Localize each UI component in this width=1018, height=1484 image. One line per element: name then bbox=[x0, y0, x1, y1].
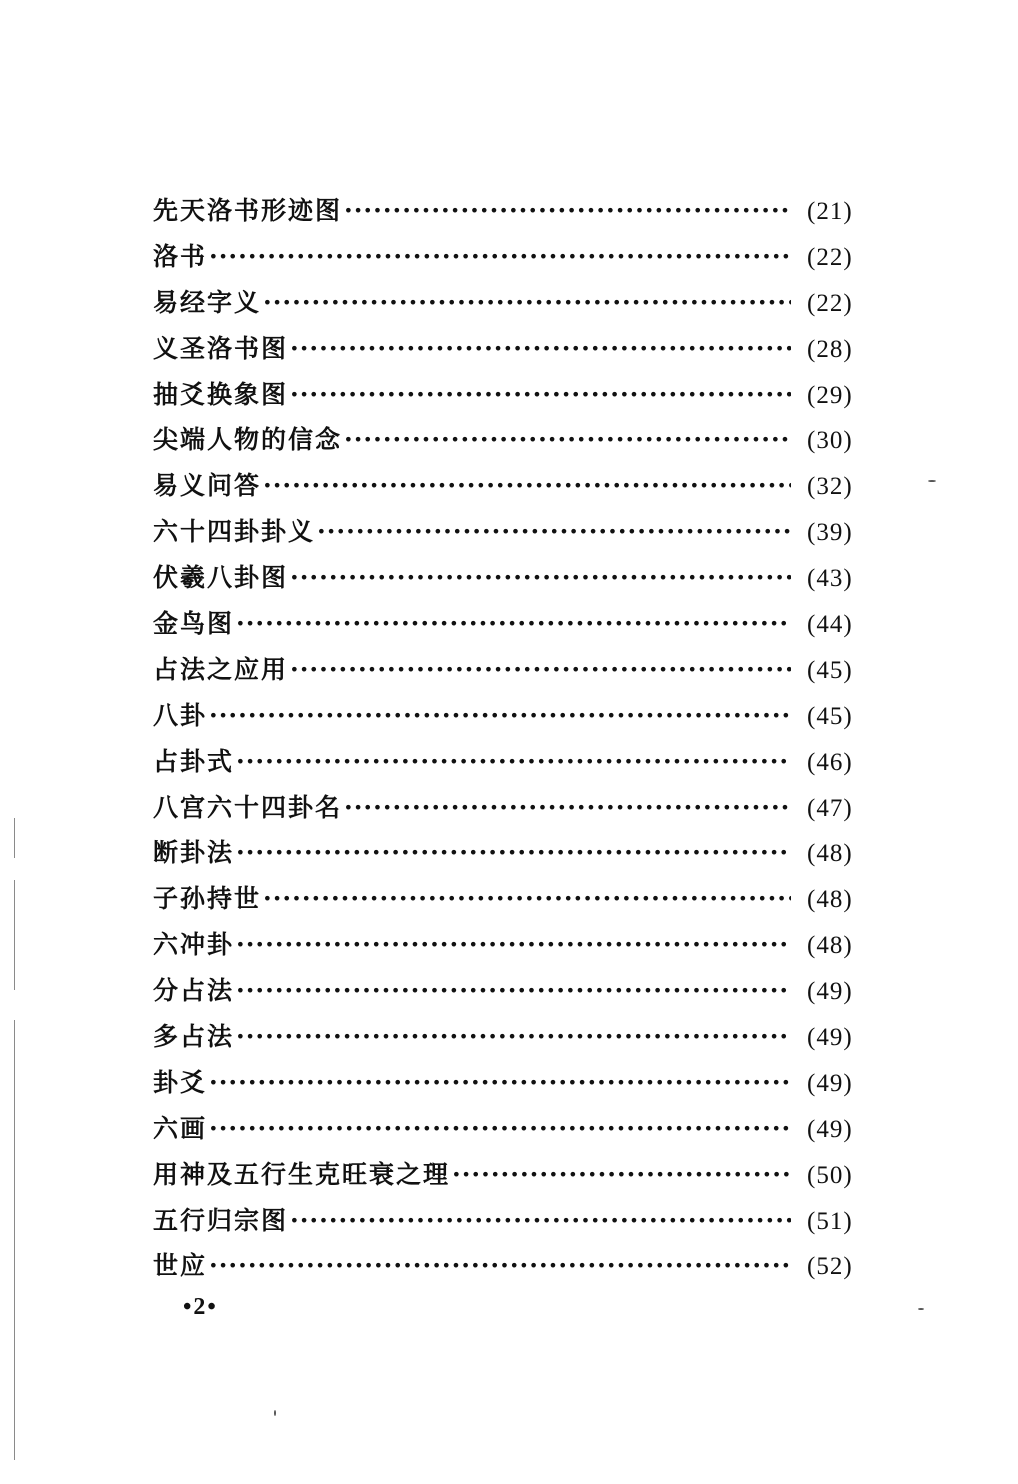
toc-entry bbox=[153, 1106, 865, 1152]
toc-entry-page: (28) bbox=[807, 335, 853, 363]
toc-dot-leader bbox=[236, 739, 791, 785]
toc-entry-page: (49) bbox=[807, 1115, 853, 1143]
table-of-contents bbox=[153, 188, 865, 1289]
toc-entry-title: 洛书 bbox=[153, 241, 208, 271]
toc-entry-page: (48) bbox=[807, 932, 853, 960]
toc-entry-title: 先天洛书形迹图 bbox=[153, 196, 343, 225]
scan-edge-mark bbox=[14, 818, 15, 858]
scan-speck bbox=[274, 1410, 276, 1416]
toc-entry-title: 占法之应用 bbox=[153, 654, 289, 684]
toc-dot-leader bbox=[290, 372, 791, 418]
toc-dot-leader bbox=[452, 1152, 791, 1198]
toc-dot-leader bbox=[344, 417, 791, 463]
toc-dot-leader bbox=[209, 234, 791, 280]
toc-entry-title: 多占法 bbox=[153, 1022, 235, 1052]
toc-entry-page: (45) bbox=[807, 702, 853, 730]
toc-entry-title: 金鸟图 bbox=[153, 609, 235, 639]
toc-entry-page: (49) bbox=[807, 978, 853, 1006]
toc-dot-leader bbox=[290, 555, 791, 601]
toc-entry bbox=[153, 372, 865, 418]
toc-entry bbox=[153, 555, 865, 601]
toc-entry-title: 卦爻 bbox=[153, 1067, 208, 1097]
toc-entry-page: (44) bbox=[807, 611, 853, 639]
scan-speck bbox=[918, 1308, 924, 1310]
toc-entry-page: (46) bbox=[807, 748, 853, 776]
toc-entry-page: (49) bbox=[807, 1069, 853, 1097]
toc-entry bbox=[153, 463, 865, 509]
toc-entry-page: (48) bbox=[807, 886, 853, 914]
toc-entry bbox=[153, 326, 865, 372]
toc-entry-page: (30) bbox=[807, 427, 853, 455]
toc-entry bbox=[153, 1152, 865, 1198]
toc-entry-title: 易义问答 bbox=[153, 471, 262, 501]
toc-entry-page: (49) bbox=[807, 1024, 853, 1052]
toc-entry-page: (22) bbox=[807, 243, 853, 271]
scan-speck bbox=[928, 480, 936, 482]
toc-dot-leader bbox=[236, 830, 791, 876]
toc-dot-leader bbox=[263, 876, 791, 922]
toc-entry-title: 尖端人物的信念 bbox=[153, 425, 343, 455]
toc-entry bbox=[153, 1060, 865, 1106]
toc-entry bbox=[153, 876, 865, 922]
toc-entry-title: 断卦法 bbox=[153, 838, 235, 868]
toc-entry-title: 八卦 bbox=[153, 700, 208, 730]
toc-entry bbox=[153, 922, 865, 968]
toc-entry-page: (51) bbox=[807, 1207, 853, 1235]
toc-dot-leader bbox=[209, 693, 791, 739]
toc-entry-page: (50) bbox=[807, 1161, 853, 1189]
toc-entry bbox=[153, 785, 865, 831]
toc-entry-page: (29) bbox=[807, 381, 853, 409]
toc-dot-leader bbox=[236, 601, 791, 647]
toc-entry-title: 用神及五行生克旺衰之理 bbox=[153, 1159, 451, 1189]
page-number: •2• bbox=[183, 1294, 218, 1320]
toc-entry-page: (43) bbox=[807, 565, 853, 593]
toc-dot-leader bbox=[236, 968, 791, 1014]
toc-entry-page: (45) bbox=[807, 656, 853, 684]
toc-entry-page: (47) bbox=[807, 794, 853, 822]
toc-entry-page: (21) bbox=[807, 198, 853, 225]
toc-entry-title: 六冲卦 bbox=[153, 930, 235, 960]
scan-edge-mark bbox=[14, 1020, 15, 1460]
toc-dot-leader bbox=[209, 1106, 791, 1152]
toc-entry bbox=[153, 830, 865, 876]
toc-entry bbox=[153, 647, 865, 693]
toc-dot-leader bbox=[344, 785, 791, 831]
toc-entry-title: 子孙持世 bbox=[153, 884, 262, 914]
toc-entry-title: 八宫六十四卦名 bbox=[153, 792, 343, 822]
toc-dot-leader bbox=[236, 1014, 791, 1060]
toc-entry bbox=[153, 1014, 865, 1060]
toc-dot-leader bbox=[344, 188, 791, 234]
toc-entry bbox=[153, 601, 865, 647]
scan-edge-mark bbox=[14, 880, 15, 990]
toc-entry-title: 占卦式 bbox=[153, 746, 235, 776]
toc-dot-leader bbox=[290, 647, 791, 693]
toc-entry-page: (48) bbox=[807, 840, 853, 868]
toc-entry bbox=[153, 188, 865, 234]
toc-entry-page: (52) bbox=[807, 1253, 853, 1281]
toc-entry-title: 义圣洛书图 bbox=[153, 333, 289, 363]
toc-entry-page: (32) bbox=[807, 473, 853, 501]
toc-entry-title: 六画 bbox=[153, 1113, 208, 1143]
toc-entry-title: 伏羲八卦图 bbox=[153, 563, 289, 593]
toc-dot-leader bbox=[317, 509, 791, 555]
toc-entry bbox=[153, 739, 865, 785]
toc-dot-leader bbox=[263, 280, 791, 326]
toc-entry bbox=[153, 1243, 865, 1289]
toc-dot-leader bbox=[209, 1243, 791, 1289]
toc-dot-leader bbox=[209, 1060, 791, 1106]
toc-entry-title: 分占法 bbox=[153, 976, 235, 1006]
toc-entry-title: 六十四卦卦义 bbox=[153, 517, 316, 547]
toc-entry bbox=[153, 509, 865, 555]
toc-entry bbox=[153, 280, 865, 326]
toc-entry bbox=[153, 693, 865, 739]
toc-entry-title: 易经字义 bbox=[153, 287, 262, 317]
toc-entry-page: (22) bbox=[807, 289, 853, 317]
toc-dot-leader bbox=[263, 463, 791, 509]
toc-entry bbox=[153, 417, 865, 463]
toc-entry-title: 世应 bbox=[153, 1251, 208, 1281]
toc-entry bbox=[153, 234, 865, 280]
toc-dot-leader bbox=[290, 1198, 791, 1244]
toc-entry bbox=[153, 1198, 865, 1244]
toc-entry-page: (39) bbox=[807, 519, 853, 547]
toc-dot-leader bbox=[290, 326, 791, 372]
toc-dot-leader bbox=[236, 922, 791, 968]
toc-entry-title: 五行归宗图 bbox=[153, 1205, 289, 1235]
toc-entry bbox=[153, 968, 865, 1014]
toc-entry-title: 抽爻换象图 bbox=[153, 379, 289, 409]
